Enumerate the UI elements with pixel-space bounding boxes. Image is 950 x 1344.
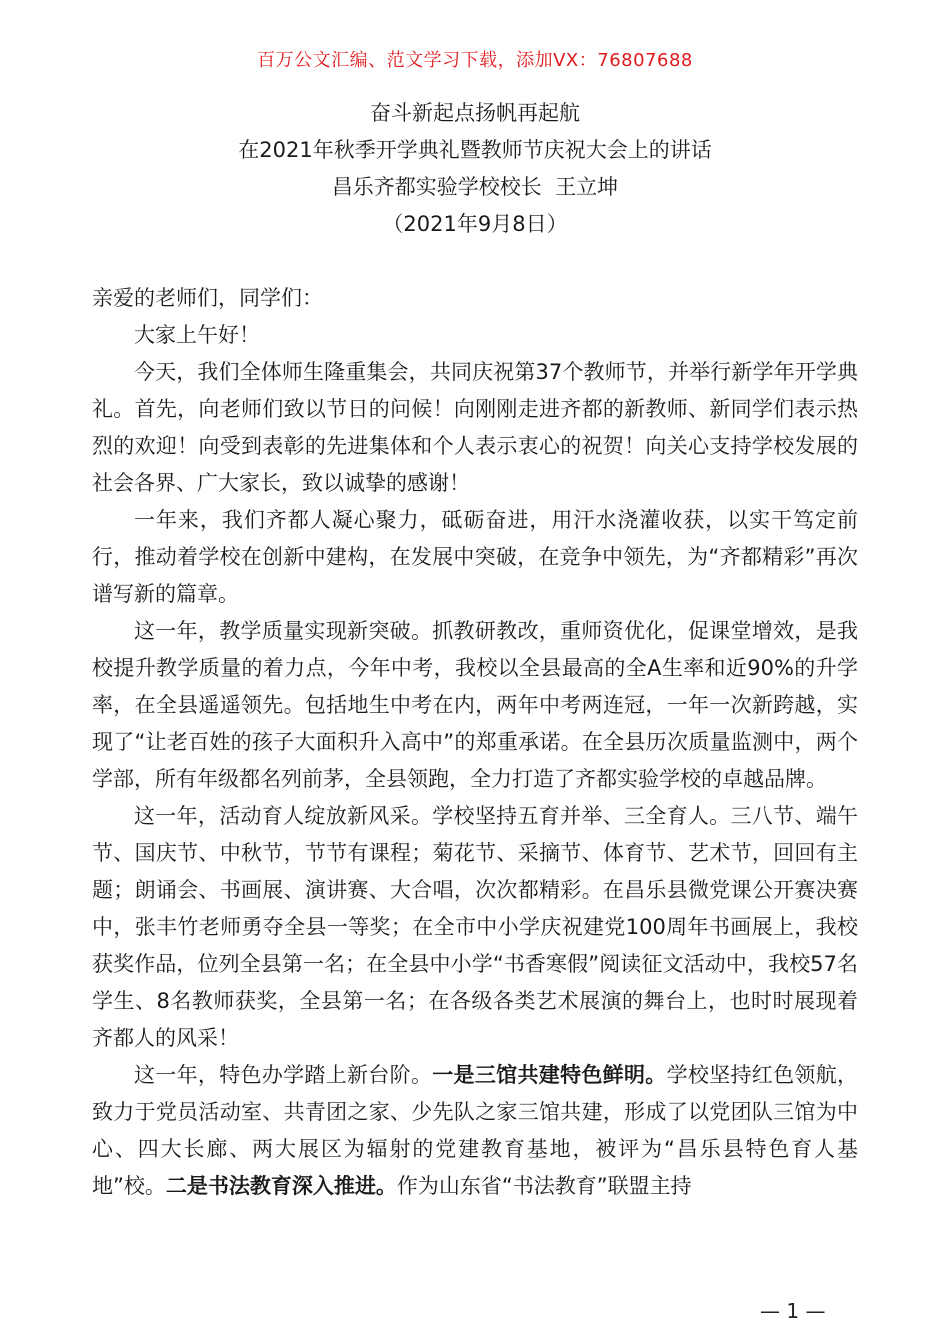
document-body (92, 280, 858, 1205)
paragraph-opening: 今天，我们全体师生隆重集会，共同庆祝第37个教师节，并举行新学年开学典礼。首先，向老师们致以节日的问候！向刚刚走进齐都的新教师、新同学们表示热烈的欢迎！向受到表彰的先进集体和个人表示衷心的祝贺！向关心支持学校发展的社会各界、广大家长，致以诚挚的感谢！ (92, 360, 858, 495)
watermark-banner: 百万公文汇编、范文学习下载，添加VX：76807688 (257, 50, 693, 71)
bold-point-one: 一是三馆共建特色鲜明。 (432, 1063, 667, 1087)
speech-title: 奋斗新起点扬帆再起航 (370, 101, 580, 125)
bold-point-two: 二是书法教育深入推进。 (165, 1174, 397, 1198)
speaker-line: 昌乐齐都实验学校校长 王立坤 (331, 175, 619, 199)
paragraph-year-review: 一年来，我们齐都人凝心聚力，砥砺奋进，用汗水浇灌收获，以实干笃定前行，推动着学校在创新中建构，在发展中突破，在竞争中领先，为“齐都精彩”再次谱写新的篇章。 (92, 508, 858, 606)
document-header (0, 95, 950, 243)
speech-subtitle: 在2021年秋季开学典礼暨教师节庆祝大会上的讲话 (238, 138, 712, 162)
paragraph-text-cont: 作为山东省“书法教育”联盟主持 (396, 1174, 692, 1198)
salutation: 亲爱的老师们，同学们： (92, 286, 323, 310)
paragraph-text: 学校坚持红色领航，致力于党员活动室、共青团之家、少先队之家三馆共建，形成了以党团队三馆为中心、四大长廊、两大展区为辐射的党建教育基地，被评为“昌乐县特色育人基地”校。 (92, 1063, 859, 1198)
greeting: 大家上午好！ (134, 323, 260, 347)
paragraph-featured-schooling (92, 1057, 858, 1205)
speech-date: （2021年9月8日） (382, 212, 568, 236)
paragraph-lead: 这一年，特色办学踏上新台阶。 (134, 1063, 433, 1087)
paragraph-teaching-quality: 这一年，教学质量实现新突破。抓教研教改，重师资优化，促课堂增效，是我校提升教学质量的着力点，今年中考，我校以全县最高的全A生率和近90%的升学率，在全县遥遥领先。包括地生中考在内，两年中考两连冠，一年一次新跨越，实现了“让老百姓的孩子大面积升入高中”的郑重承诺。在全县历次质量监测中，两个学部，所有年级都名列前茅，全县领跑，全力打造了齐都实验学校的卓越品牌。 (92, 619, 858, 791)
paragraph-activities: 这一年，活动育人绽放新风采。学校坚持五育并举、三全育人。三八节、端午节、国庆节、中秋节，节节有课程；菊花节、采摘节、体育节、艺术节，回回有主题；朗诵会、书画展、演讲赛、大合唱，次次都精彩。在昌乐县微党课公开赛决赛中，张丰竹老师勇夺全县一等奖；在全市中小学庆祝建党100周年书画展上，我校获奖作品，位列全县第一名；在全县中小学“书香寒假”阅读征文活动中，我校57名学生、8名教师获奖，全县第一名；在各级各类艺术展演的舞台上，也时时展现着齐都人的风采！ (92, 804, 858, 1050)
page-number: — 1 — (760, 1299, 826, 1323)
